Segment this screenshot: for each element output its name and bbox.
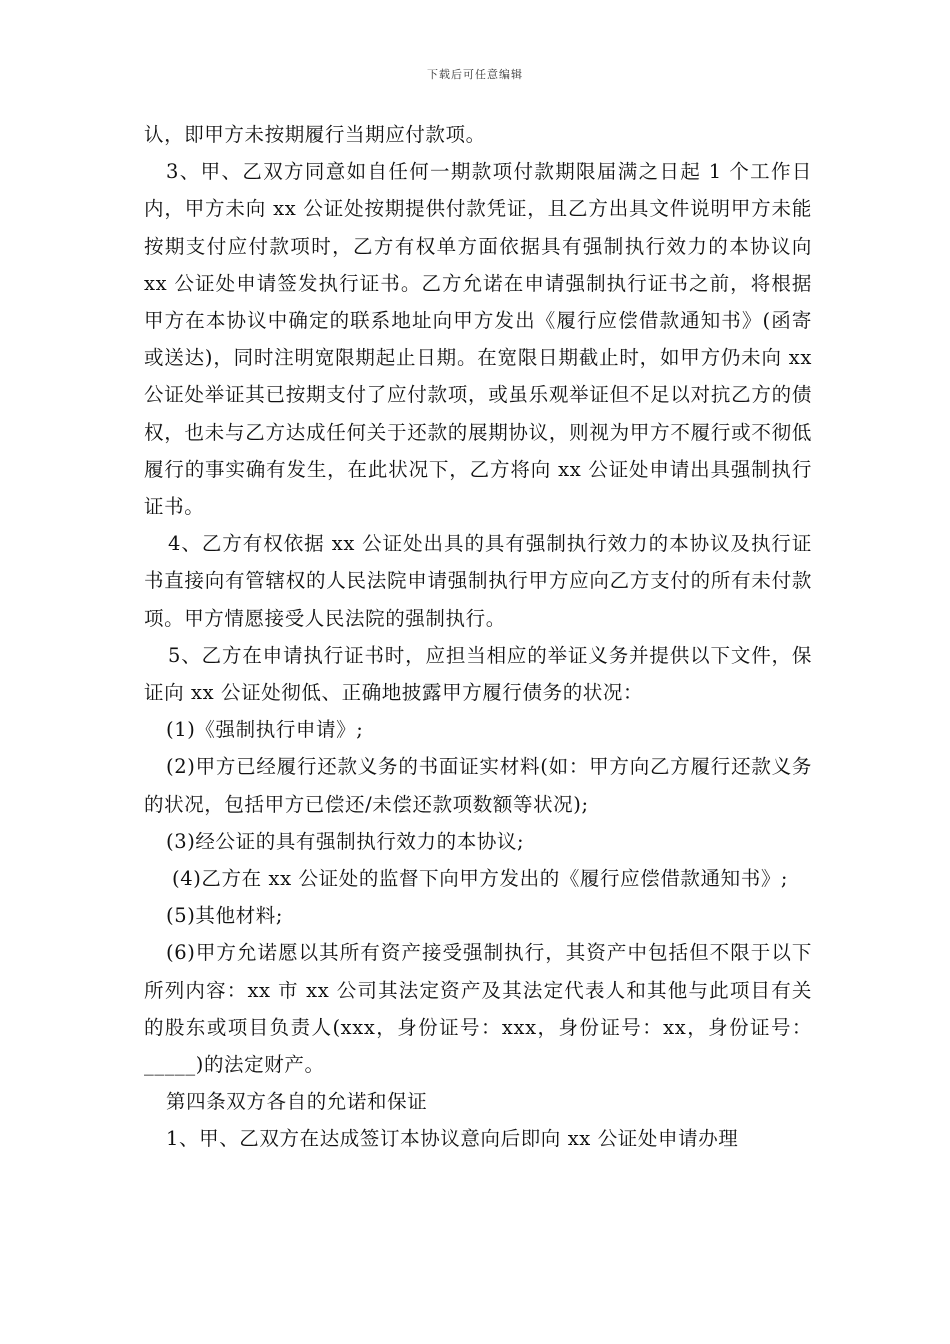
paragraph-continuation: 认，即甲方未按期履行当期应付款项。: [144, 123, 486, 146]
list-item-2: (2)甲方已经履行还款义务的书面证实材料(如：甲方向乙方履行还款义务的状况，包括甲方已偿还/未偿还款项数额等状况);: [144, 755, 812, 816]
list-item-4: (4)乙方在 xx 公证处的监督下向甲方发出的《履行应偿借款通知书》;: [172, 867, 789, 891]
page-header: 下载后可任意编辑: [427, 68, 523, 81]
list-item-1: (1)《强制执行申请》;: [166, 718, 364, 742]
list-item-3: (3)经公证的具有强制执行效力的本协议;: [166, 829, 525, 853]
list-item-6: (6)甲方允诺愿以其所有资产接受强制执行，其资产中包括但不限于以下所列内容：xx 市 xx 公司其法定资产及其法定代表人和其他与此项目有关的股东或项目负责人(xxx，身份证号：xxx，身份证号：xx，身份证号：_____)的法定财产。: [144, 941, 812, 1077]
section-heading-article-4: 第四条双方各自的允诺和保证: [166, 1090, 428, 1114]
paragraph-clause-5: 5、乙方在申请执行证书时，应担当相应的举证义务并提供以下文件，保证向 xx 公证处彻低、正确地披露甲方履行债务的状况：: [144, 643, 812, 705]
document-body: [144, 116, 812, 1158]
paragraph-clause-4: 4、乙方有权依据 xx 公证处出具的具有强制执行效力的本协议及执行证书直接向有管辖权的人民法院申请强制执行甲方应向乙方支付的所有未付款项。甲方情愿接受人民法院的强制执行。: [144, 532, 812, 630]
list-item-5: (5)其他材料;: [166, 904, 283, 928]
paragraph-clause-3: 3、甲、乙双方同意如自任何一期款项付款期限届满之日起 1 个工作日内，甲方未向 xx 公证处按期提供付款凭证，且乙方出具文件说明甲方未能按期支付应付款项时，乙方有权单方面依据具有强制执行效力的本协议向 xx 公证处申请签发执行证书。乙方允诺在申请强制执行证书之前，将根据甲方在本协议中确定的联系地址向甲方发出《履行应偿借款通知书》(函寄或送达)，同时注明宽限期起止日期。在宽限日期截止时，如甲方仍未向 xx 公证处举证其已按期支付了应付款项，或虽乐观举证但不足以对抗乙方的债权，也未与乙方达成任何关于还款的展期协议，则视为甲方不履行或不彻低履行的事实确有发生，在此状况下，乙方将向 xx 公证处申请出具强制执行证书。: [144, 160, 812, 519]
paragraph-article-4-clause-1: 1、甲、乙双方在达成签订本协议意向后即向 xx 公证处申请办理: [166, 1127, 739, 1151]
